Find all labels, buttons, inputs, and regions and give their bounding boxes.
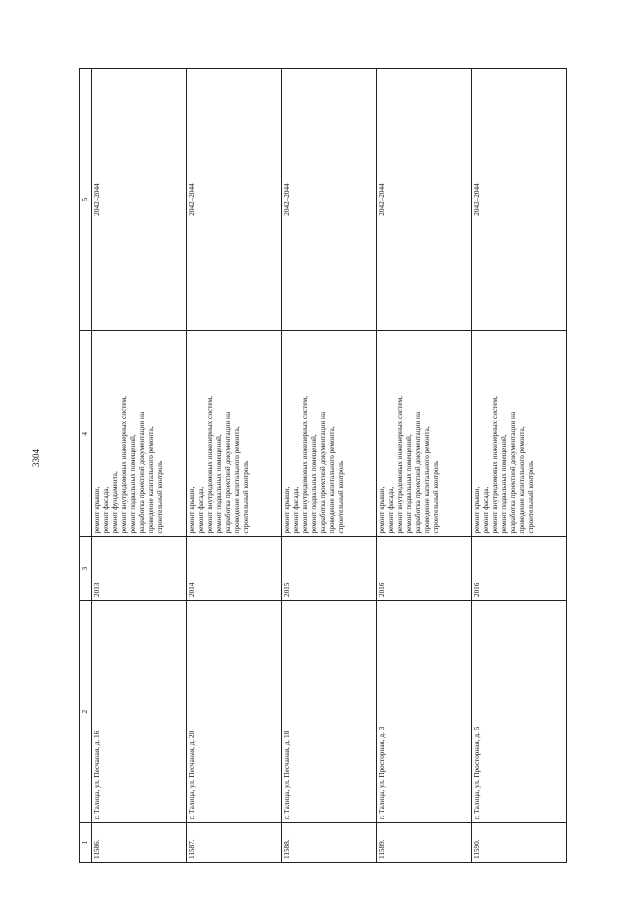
- work-item: ремонт внутридомовых инженерных систем,: [490, 395, 499, 533]
- work-item: ремонт фасада,: [196, 486, 205, 533]
- year-cell: 2016: [471, 536, 566, 600]
- work-item: разработка проектной документации на: [413, 411, 422, 533]
- work-item: разработка проектной документации на: [508, 411, 517, 533]
- works-cell: [186, 330, 281, 536]
- table-row: [281, 68, 376, 862]
- rotated-page-content: [79, 68, 562, 863]
- repair-schedule-table: [79, 68, 567, 863]
- works-cell: [281, 330, 376, 536]
- work-item: строительный контроль: [241, 460, 250, 533]
- work-item: ремонт фасада,: [386, 486, 395, 533]
- table-body: [79, 68, 566, 862]
- work-item: строительный контроль: [526, 460, 535, 533]
- work-item: ремонт внутридомовых инженерных систем,: [395, 395, 404, 533]
- work-item: ремонт внутридомовых инженерных систем,: [119, 395, 128, 533]
- work-item: ремонт крыши,: [377, 486, 386, 533]
- period-cell: 2042–2044: [376, 68, 471, 330]
- table-row: [471, 68, 566, 862]
- column-number: 5: [79, 68, 91, 330]
- column-number: 4: [79, 330, 91, 536]
- year-cell: 2016: [376, 536, 471, 600]
- year-cell: 2013: [91, 536, 186, 600]
- period-cell: 2042–2044: [186, 68, 281, 330]
- address-cell: г. Талица, ул. Просторная, д. 3: [376, 600, 471, 822]
- work-item: ремонт крыши,: [472, 486, 481, 533]
- work-item: ремонт фасада,: [101, 486, 110, 533]
- work-item: строительный контроль: [431, 460, 440, 533]
- works-cell: [91, 330, 186, 536]
- work-item: строительный контроль: [336, 460, 345, 533]
- work-item: ремонт фундамента,: [110, 470, 119, 533]
- work-item: разработка проектной документации на: [137, 411, 146, 533]
- work-item: разработка проектной документации на: [223, 411, 232, 533]
- work-item: ремонт внутридомовых инженерных систем,: [300, 395, 309, 533]
- column-number: 3: [79, 536, 91, 600]
- column-number: 1: [79, 822, 91, 862]
- work-item: разработка проектной документации на: [318, 411, 327, 533]
- row-number-cell: 11589.: [376, 822, 471, 862]
- work-item: проведение капитального ремонта,: [232, 425, 241, 533]
- work-item: ремонт подвальных помещений,: [128, 433, 137, 533]
- address-cell: г. Талица, ул. Песчаная, д. 20: [186, 600, 281, 822]
- work-item: проведение капитального ремонта,: [327, 425, 336, 533]
- works-cell: [376, 330, 471, 536]
- column-number-row: [79, 68, 91, 862]
- work-item: ремонт крыши,: [187, 486, 196, 533]
- address-cell: г. Талица, ул. Просторная, д. 5: [471, 600, 566, 822]
- work-item: ремонт подвальных помещений,: [499, 433, 508, 533]
- row-number-cell: 11588.: [281, 822, 376, 862]
- period-cell: 2042–2044: [281, 68, 376, 330]
- address-cell: г. Талица, ул. Песчаная, д. 18: [281, 600, 376, 822]
- work-item: ремонт подвальных помещений,: [214, 433, 223, 533]
- work-item: проведение капитального ремонта,: [517, 425, 526, 533]
- row-number-cell: 11587.: [186, 822, 281, 862]
- work-item: ремонт фасада,: [291, 486, 300, 533]
- work-item: ремонт фасада,: [481, 486, 490, 533]
- page-number: 3304: [31, 449, 41, 467]
- year-cell: 2015: [281, 536, 376, 600]
- work-item: проведение капитального ремонта,: [422, 425, 431, 533]
- work-item: строительный контроль: [155, 460, 164, 533]
- address-cell: г. Талица, ул. Песчаная, д. 16: [91, 600, 186, 822]
- column-number: 2: [79, 600, 91, 822]
- row-number-cell: 11586.: [91, 822, 186, 862]
- work-item: ремонт подвальных помещений,: [309, 433, 318, 533]
- work-item: ремонт крыши,: [282, 486, 291, 533]
- work-item: проведение капитального ремонта,: [146, 425, 155, 533]
- work-item: ремонт подвальных помещений,: [404, 433, 413, 533]
- works-cell: [471, 330, 566, 536]
- year-cell: 2014: [186, 536, 281, 600]
- period-cell: 2042–2044: [471, 68, 566, 330]
- period-cell: 2042–2044: [91, 68, 186, 330]
- work-item: ремонт внутридомовых инженерных систем,: [205, 395, 214, 533]
- work-item: ремонт крыши,: [92, 486, 101, 533]
- table-row: [376, 68, 471, 862]
- table-row: [186, 68, 281, 862]
- table-row: [91, 68, 186, 862]
- row-number-cell: 11590.: [471, 822, 566, 862]
